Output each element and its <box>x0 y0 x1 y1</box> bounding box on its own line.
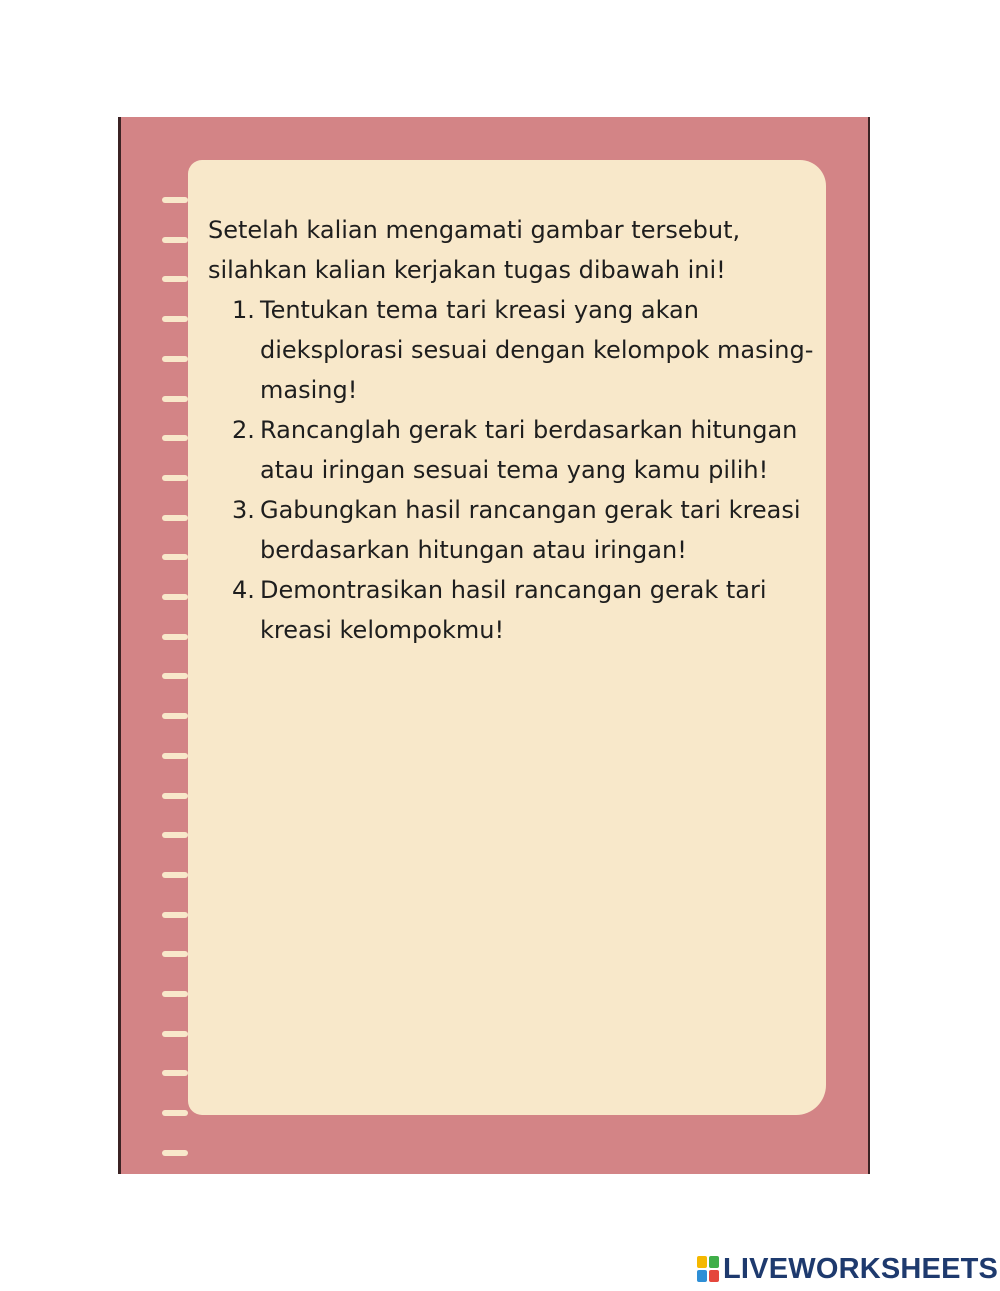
task-text: Gabungkan hasil rancangan gerak tari kreasi berdasarkan hitungan atau iringan! <box>260 496 801 564</box>
logo-square <box>709 1270 719 1282</box>
worksheet-content <box>208 210 828 650</box>
binding-ring <box>162 634 188 640</box>
task-number: 4. <box>232 576 255 604</box>
logo-square <box>697 1256 707 1268</box>
cover-left-edge <box>118 117 121 1174</box>
spiral-binding <box>162 197 210 1197</box>
binding-ring <box>162 753 188 759</box>
binding-ring <box>162 872 188 878</box>
binding-ring <box>162 793 188 799</box>
binding-ring <box>162 316 188 322</box>
binding-ring <box>162 475 188 481</box>
binding-ring <box>162 594 188 600</box>
task-number: 1. <box>232 296 255 324</box>
binding-ring <box>162 713 188 719</box>
task-text: Rancanglah gerak tari berdasarkan hitungan atau iringan sesuai tema yang kamu pilih! <box>260 416 798 484</box>
brand-name: LIVEWORKSHEETS <box>723 1252 999 1285</box>
binding-ring <box>162 1150 188 1156</box>
task-item <box>208 570 828 650</box>
task-item <box>208 290 828 410</box>
binding-ring <box>162 276 188 282</box>
binding-ring <box>162 554 188 560</box>
logo-square <box>697 1270 707 1282</box>
binding-ring <box>162 673 188 679</box>
binding-ring <box>162 1070 188 1076</box>
task-item <box>208 490 828 570</box>
binding-ring <box>162 396 188 402</box>
binding-ring <box>162 832 188 838</box>
liveworksheets-brand[interactable] <box>697 1253 998 1285</box>
logo-square <box>709 1256 719 1268</box>
binding-ring <box>162 1110 188 1116</box>
intro-text: Setelah kalian mengamati gambar tersebut, silahkan kalian kerjakan tugas dibawah ini! <box>208 216 741 284</box>
liveworksheets-logo-icon <box>697 1256 719 1282</box>
task-text: Demontrasikan hasil rancangan gerak tari kreasi kelompokmu! <box>260 576 767 644</box>
binding-ring <box>162 197 188 203</box>
cover-right-edge <box>868 117 870 1174</box>
task-list <box>208 290 828 650</box>
binding-ring <box>162 991 188 997</box>
task-item <box>208 410 828 490</box>
binding-ring <box>162 237 188 243</box>
task-text: Tentukan tema tari kreasi yang akan dieksplorasi sesuai dengan kelompok masing-masing! <box>260 296 814 404</box>
binding-ring <box>162 1031 188 1037</box>
task-number: 3. <box>232 496 255 524</box>
binding-ring <box>162 515 188 521</box>
task-number: 2. <box>232 416 255 444</box>
binding-ring <box>162 356 188 362</box>
binding-ring <box>162 912 188 918</box>
binding-ring <box>162 951 188 957</box>
binding-ring <box>162 435 188 441</box>
